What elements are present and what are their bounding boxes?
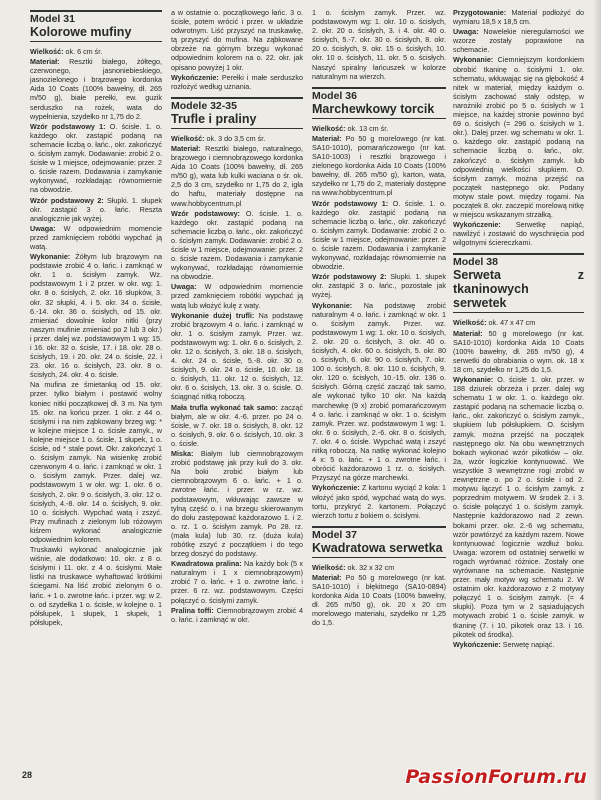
- instruction-paragraph: Miska: Białym lub ciemnobrązowym zrobić podstawę jak przy kuli do 3. okr. Na boki zrobić białym lub ciemnobrązowym 6 o. łańc. + 1 o. zwrotne łańc. i przer. w rz. wz. podstawowym, wkłuwając zawsze w tylną część o. i na brzegu skierowanym do dołu zastępować każdorazowo 1. i 2. o. rz. 1 o. ścisłym zamyk. Po 28. rz. (mała kula) lub 30. rz. (duża kula) robótkę zszyć z początkiem i do tego brzeg doszyć do podstawy.: [171, 449, 303, 559]
- instruction-paragraph: Wielkość: ok. 47 x 47 cm: [453, 318, 536, 328]
- section-heading: [30, 10, 162, 42]
- section-heading: [171, 97, 303, 129]
- section-heading: [453, 253, 584, 313]
- pattern-section: [171, 8, 303, 91]
- model-title: Kolorowe mufiny: [30, 25, 132, 39]
- column-4: [453, 8, 584, 650]
- instruction-paragraph: Wykończenie: Z kartonu wyciąć 2 koła: 1 włożyć jako spód, wypchać watą do wys. tortu, przykryć 2. kartonem. Połączyć wierzch tortu z bokiem o. ścisłymi.: [312, 483, 446, 520]
- instruction-paragraph: Wzór podstawowy: O. ścisłe. 1. o. każdego okr. zastąpić podaną na schemacie liczbą o. łańc., okr. zakończyć o. ścisłym zamyk. Dodawanie: zrobić 2 o. ścisłe w 1 miejsce, odejmowanie: przer. 2 o. ścisłe razem. Dodawania i zamykanie wykonywać, rozkładając równomiernie na obwodzie.: [171, 208, 303, 282]
- instruction-paragraph: Uwaga: Nowelekie nieregularności we wzorze zostały poprawione na schemacie.: [453, 27, 584, 55]
- model-title: Kwadratowa serwetka: [312, 540, 443, 555]
- instruction-paragraph: Uwaga: W odpowiednim momencie przed zamknięciem robótki wypchać ją watą lub włożyć kulę z waty.: [171, 282, 303, 310]
- section-heading: [312, 526, 446, 558]
- instruction-paragraph: Uwaga: W odpowiednim momencie przed zamknięciem robótki wypchać ją watą.: [30, 223, 162, 251]
- pattern-section: [312, 8, 446, 81]
- instruction-paragraph: Wykonanie: Na podstawę zrobić naturalnym 4 o. łańc. i zamknąć w okr. 1 o. ścisłym zamyk. Przer. wz. podstawowym 1 wg: 1. okr. 10 o. ścisłych, 2. okr. 20 o. ścisłych, 3. okr. 40 o. ścisłych, 4. okr. 60 o. ścisłych, 5. okr. 80 o. ścisłych, 6. okr. 90 o. ścisłych, 7. okr. 100 o. ścisłych, 8. okr. 110 o. ścisłych, 9. okr. 120 o. ścisłych, 10.-15. okr. 136 o. ścisłych. Górną część zacząć tak samo, ale wykonać tylko 10 okr. Na każdą marchewkę (9 x) zrobić pomarańczowym 4 o. łańc. i zamknąć w okr. 1 o. ścisłym zamyk. Przer. wz. podstawowym 1 wg: 1. okr. 6 o. ścisłych, 2.-6. okr. 8 o. ścisłych, 7. okr. 4 o. ścisłe. Wypchać watą i zszyć nitką roboczą. Na natkę wykonać kolejno 4 x: 5 o. łańc. + 1 o. zwrotne łańc. i obrócić każdorazowo 1 rz. o. ścisłych. Przyszyć na górze marchewki.: [312, 300, 446, 483]
- instruction-paragraph: Wykonanie: Żółtym lub brązowym na podstawie zrobić 4 o. łańc. i zamknąć w okr. 1 o. ścisłym zamyk. Wz. podstawowym 1 i 2 przer. w okr. wg: 1. okr. 8 o. ścisłych, 2. okr. 16 słupków, 3. okr. 32 słupki, 4. i 5. okr. 34 o. ścisłe, 6.-14. okr. 36 o. ścisłych, od 15. okr. zmieniać dowolnie kolor nitki (przy naszym mufinie zmieniać po 2 lub 3 okr.) i przer. dalej wz. podstawowym 1 wg: 15. i 16. okr. 32 o. ścisłe, 17. i 18. okr. 28 o. ścisłych, 19. i 20. okr. 24 o. ścisłe, 22. i 23. okr. 16 o. ścisłych, 23. okr. 8 o. ścisłych, 24. okr. 4 o. ścisłe.: [30, 252, 162, 380]
- instruction-paragraph: Wykończenie: Perełki i małe serduszko rozłożyć według uznania.: [171, 72, 303, 91]
- instruction-paragraph: Wielkość: ok. 6 cm śr.: [30, 47, 103, 56]
- instruction-paragraph: Wzór podstawowy 2: Słupki. 1. słupek okr. zastąpić 3 o. łańc., pozostałe jak wyżej.: [312, 272, 446, 300]
- instruction-paragraph: Pralina toffi: Ciemnobrązowym zrobić 4 o. łańc. i zamknąć w okr.: [171, 605, 303, 624]
- model-number: Model 36: [312, 89, 357, 102]
- model-title: Serweta z tkaninowych serwetek: [453, 268, 584, 311]
- instruction-paragraph: Wykonanie: Ciemniejszym kordonkiem obrobić tkaninę o. ścisłymi 1. okr. schematu, wkłuwając się na głębokość 4 nitek w materiał, między każdym o. ścisłym zachować stały odstęp, w narożniki zrobić po 5 o. ścisłych w 1 miejsce, na każdej stronie powinno być 69 o. ścisłych (= 296 o. ścisłych w 1. okr.). Dalej przer. wg schematu w okr. 1. o. każdego okr. zastąpić podaną na schemacie liczbą o. łańc., okr. zakończyć o. ścisłym zamyk. lub odpowiednią wielkości słupkiem. O. ścisłym zamyk. można przejść na początek następnego okr. Podany motyw stale powt. między rogami. Na początek 8. okr. zaczepić morelową nitkę w miejscu wskazanym strzałką.: [453, 55, 584, 220]
- instruction-paragraph: Wielkość: ok. 13 cm śr.: [312, 123, 389, 133]
- model-number: Modele 32-35: [171, 99, 237, 112]
- pattern-section: [312, 87, 446, 520]
- page-number: 28: [22, 770, 33, 780]
- model-title: Trufle i praliny: [171, 111, 257, 126]
- instruction-paragraph: Wzór podstawowy 1: O. ścisłe. 1. o. każdego okr. zastąpić podaną na schemacie liczbą o. łańc., okr. zakończyć o. ścisłym zamyk. Dodawanie: zrobić 2 o. ścisłe w 1 miejsce, odejmowanie: przer. 2 o. ścisłe razem. Dodawania i zamykanie wykonywać, rozkładając równomiernie na obwodzie.: [312, 198, 446, 272]
- instruction-paragraph: Wzór podstawowy 2: Słupki. 1. słupek okr. zastąpić 3 o. łańc. Reszta analogicznie jak wyżej.: [30, 195, 162, 223]
- instruction-paragraph: Na mufina ze śmietanką od 15. okr. przer. tylko białym i postawić wolny koniec nitki początkowej dł. 3 m. Na tym 15. okr. na końcu przer. 1 okr. z 44 o. ścisłymi i na nim ząbkowany brzeg wg: * w kolejne miejsce 1 o. ścisłe zamyk., w kolejne miejsce 1 o. ścisłe, 1 słupek, 1 o. ścisłe, od * stale powt. Okr. zakończyć 1 o. ścisłym zamyk. Na wisienkę zrobić czerwonym 4 o. łańc. i zamknąć w okr. 1 o. ścisłym zamyk. Przer. dalej wz. podstawowym 1 w okr. wg: 1. okr. 6 o. ścisłych, 2. okr. 9 o. ścisłych, 3. okr. 12 o. ścisłych, 4.-8. okr. 14 o. ścisłych, 9. okr. 10 o. ścisłych. Wypchać watą i zszyć. Przy mufinach z zielonym lub różowym kiśrem wykonać analogicznie odpowiednim kolorem.: [30, 380, 162, 544]
- pattern-section: [312, 526, 446, 628]
- column-1: [30, 8, 162, 628]
- instruction-paragraph: Materiał: 50 g morelowego (nr kat. SA10-1010) kordonka Aida 10 Coats (100% bawełny, dł. 265 m/50 g), 4 serwetki do obrabiania o wym. ok. 18 x 18 cm, szydełko nr 1,25 do 1,5.: [453, 328, 584, 374]
- pattern-section: [453, 8, 584, 247]
- instruction-paragraph: Wykończenie: Serwetę napiąć.: [453, 639, 555, 649]
- model-number: Model 37: [312, 528, 357, 541]
- instruction-paragraph: Materiał: Resztki białego, naturalnego, brązowego i ciemnobrązowego kordonka Aida 10 Coats (100% bawełny, dł. 265 m/50 g), wata lub kulki waciana o śr. ok. 2,5 do 3 cm, szydełko nr 1,75 do 2, igła do haftu, materiały dostępne na www.hobbycentrum.pl: [171, 143, 303, 208]
- instruction-paragraph: 1 o. ścisłym zamyk. Przer. wz. podstawowym wg: 1. okr. 10 o. ścisłych, 2. okr. 20 o. ścisłych, 3. i 4. okr. 40 o. ścisłych, 5.-7. okr. 30 o. ścisłych, 8. okr. 20 o. ścisłych, 9. okr. 15 o. ścisłych, 10. okr. 10 o. ścisłych, 11. okr. 5 o. ścisłych. Naszyć spiralny łańcuszek w kolorze naturalnym na wierzch.: [312, 8, 446, 81]
- instruction-paragraph: Wykonanie dużej trufli: Na podstawę zrobić brązowym 4 o. łańc. i zamknąć w okr. 1 o. ścisłym zamyk. Przer. wz. podstawowym wg: 1. okr. 6 o. ścisłych, 2. okr. 12 o. ścisłych, 3. okr. 18 o. ścisłych, 4. okr. 24 o. ścisłe, 5.-8. okr. 30 o. ścisłych, 9. okr. 24 o. ścisłe, 10. okr. 18 o. ścisłych, 11. okr. 12 o. ścisłych, 12. okr. 6 o. ścisłych, 13. okr. 3 o. ścisłe. O. ściągnąć nitką roboczą.: [171, 310, 303, 402]
- pattern-section: [453, 253, 584, 648]
- instruction-paragraph: Wykonanie: O. ścisłe 1. okr. przer. w 188 dziurek obrzeża i przer. dalej wg schematu 1 w okr. 1. o. każdego okr. zastąpić podaną na schemacie liczbą o. łańc., okr. zakończyć o. ścisłym zamyk., słupkiem lub półsłupkiem. O. ścisłym zamyk. można przejść na początek następnego okr. Na obu wewnętrznych bokach wykonać wzór pikotków – okr. 2a, wzór łogiczkie kontynuować. We wszystkie 3 wewnętrzne rogi zrobić w zewnętrzne o. po 2 o. ścisłe i od 2. motywu łączyć 1 o. ścisłym zamyk. z poprzednim motywem. W środek 2. i 3. o. ścisłe połączyć 1 o. ścisłym zamyk. Następnie kaźdorazowo nad 2 zewn. bokami przer. okr. 2.-6 wg schematu, wzór powtórzyć za każdym razem. Nowe kontynuować logicznie wzdłuż boku. Uwaga: wzorem od ostatniej serwetki w rogach wyrównać różnice. Zostały one wyrównane na schemacie. Następnie przer. mały motyw wg schematu 2. W ostatnim okr. każdorazowo z 2 motywy połączyć 1 o. ścisłym zamyk. (= 4 słupki). Poza tym w 2 sąsiadujących motywach zrobić 1 o. ścisłe zamyk. w tkaninę (7. i 10. pikotek oraz 13. i 16. pikotek od środka).: [453, 375, 584, 639]
- section-heading: [312, 87, 446, 119]
- pattern-section: [171, 97, 303, 624]
- watermark: PassionForum.ru: [405, 766, 587, 788]
- instruction-paragraph: Wielkość: ok. 32 x 32 cm: [312, 562, 395, 572]
- instruction-paragraph: Wielkość: ok. 3 do 3,5 cm śr.: [171, 133, 266, 143]
- instruction-paragraph: Wzór podstawowy 1: O. ścisłe. 1. o. każdego okr. zastąpić podaną na schemacie liczbą o. łańc., okr. zakończyć o. ścisłym zamyk. Dodawanie: zrobić 2 o. ścisłe w 1 miejsce, odejmowanie: przer. 2 o. ścisłe razem. Dodawania i zamykanie wykonywać, rozkładając równomiernie na obwodzie.: [30, 121, 162, 195]
- instruction-paragraph: Mała trufla wykonać tak samo: zacząć białym, ale w okr. 4.-6. przer. po 24 o. ścisłe, w 7. okr. 18 o. ścisłych, 8. okr. 12 o. ścisłych, 9. okr. 6 o. ścisłych, 10. okr. 3 o. ścisłe.: [171, 402, 303, 448]
- column-3: [312, 8, 446, 628]
- instruction-paragraph: Wykończenie: Serwetkę napiąć, nawilżyć i zostawić do wyschnięcia pod wilgotnymi ściereczkami.: [453, 220, 584, 248]
- instruction-paragraph: Kwadratowa pralina: Na każdy bok (5 x naturalnym i 1 x ciemnobrązowym) zrobić 7 o. łańc. + 1 o. zwrotne łańc. i przer. 6 rz. wz. podstawowym. Części połączyć o. ścisłymi zamyk.: [171, 559, 303, 605]
- model-number: Model 38: [453, 256, 498, 269]
- page-edge-shadow: [593, 0, 601, 800]
- instruction-paragraph: Materiał: Resztki białego, żółtego, czerwonego, jasnoniebieskiego, jasnozielonego i brązowego kordonka Aida 10 Coats (100% bawełny, dł. 265 m/50 g), białe perełki, ew. guzik serduszko na rożek, wata do wypełnienia, szydełko nr 1,75 do 2.: [30, 57, 162, 121]
- column-2: [171, 8, 303, 625]
- instruction-paragraph: Materiał: Po 50 g morelowego (nr kat. SA10-1010), pomarańczowego (nr kat. SA10-1003) i resztki brązowego i zielonego kordonka Aida 10 Coats (100% bawełny, dł. 265 m/50 g), karton, wata, szydełko nr 1,75 do 2, materiały dostępne na www.hobbycentrum.pl: [312, 133, 446, 198]
- instruction-paragraph: Truskawki wykonać analogicznie jak wiśnie, ale dodatkowo: 10. okr. z 8 o. ścisłymi i 11. okr. z 4 o. ścisłymi. Małe listki na truskawce wyhaftować krótkimi ściegami. Na liść zrobić zielonym 6 o. łańc. + 1 o. zwrotne łańc. i przer. wg: w 2. o. od szydełka 1 o. ścisłe, w kolejne o. 1 półsłupek, 1 słupek, 1 słupek, 1 półsłupek,: [30, 545, 162, 627]
- instruction-paragraph: a w ostatnie o. początkowego łańc. 3 o. ścisłe, potem wrócić i przer. w układzie odwrotnym. Liść przyszyć na truskawkę, tą przyszyć do mufina. Na ząbkowane obrzeże na górnym brzegu wykonać odpowiednim kolorem na o. 22. okr. jak opisano powyżej 1 okr.: [171, 8, 303, 72]
- model-number: Model 31: [30, 13, 75, 25]
- instruction-paragraph: Przygotowanie: Materiał podłożyć do wymiaru 18,5 x 18,5 cm.: [453, 8, 584, 27]
- pattern-section: [30, 10, 162, 627]
- instruction-paragraph: Materiał: Po 50 g morelowego (nr kat. SA10-1010) i błękitnego (SA10-0894) kordonka Aida 10 Coats (100% bawełny, dł. 265 m/50 g), ok. 20 x 20 cm morelowego materiału, szydełko nr 1,25 do 1,5.: [312, 572, 446, 628]
- model-title: Marchewkowy torcik: [312, 101, 435, 116]
